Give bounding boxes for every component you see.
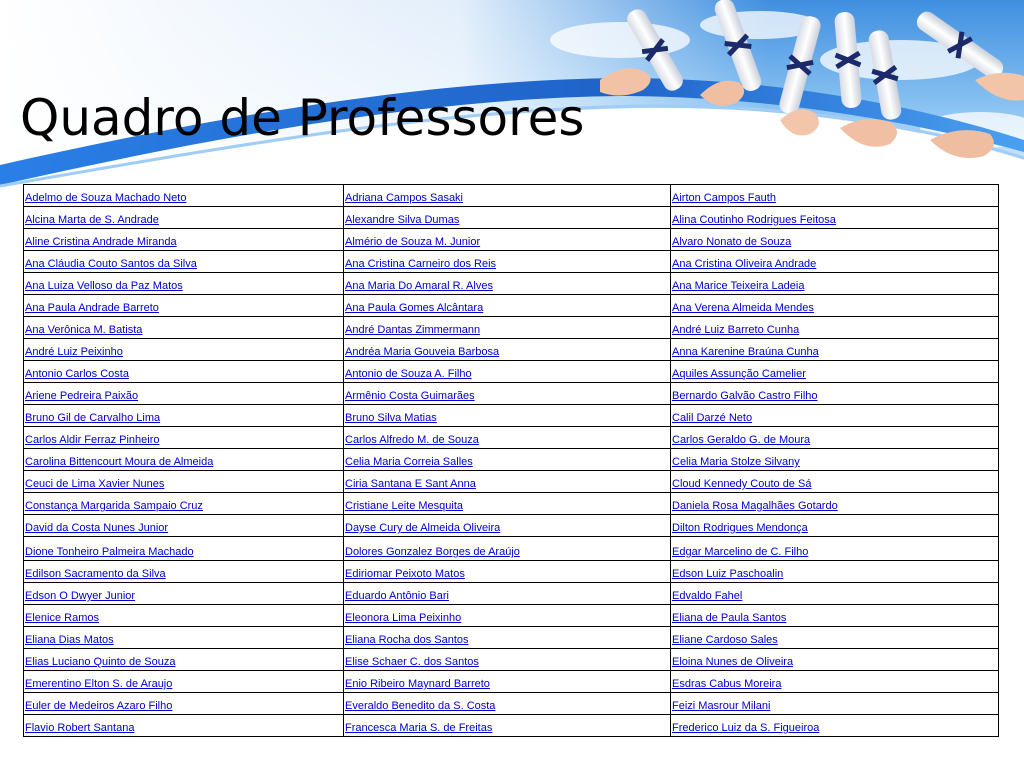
table-cell <box>344 251 671 273</box>
teacher-link[interactable]: Ariene Pedreira Paixão <box>25 390 139 402</box>
table-cell <box>671 317 999 339</box>
teacher-link[interactable]: André Dantas Zimmermann <box>345 324 481 336</box>
table-row <box>24 229 999 251</box>
table-cell <box>24 449 344 471</box>
table-cell <box>24 273 344 295</box>
teacher-link[interactable]: Bruno Silva Matias <box>345 412 437 424</box>
teacher-link[interactable]: Dolores Gonzalez Borges de Araújo <box>345 546 520 558</box>
teacher-link[interactable]: Antonio de Souza A. Filho <box>345 368 472 380</box>
teacher-link[interactable]: Dione Tonheiro Palmeira Machado <box>25 546 194 558</box>
teacher-link[interactable]: Aquiles Assunção Camelier <box>672 368 806 380</box>
teacher-link[interactable]: Edgar Marcelino de C. Filho <box>672 546 809 558</box>
table-cell <box>344 185 671 207</box>
teacher-link[interactable]: Andréa Maria Gouveia Barbosa <box>345 346 500 358</box>
table-cell <box>344 693 671 715</box>
table-cell <box>344 715 671 737</box>
teacher-link[interactable]: Ana Marice Teixeira Ladeia <box>672 280 805 292</box>
teacher-link[interactable]: André Luiz Barreto Cunha <box>672 324 800 336</box>
teacher-link[interactable]: Ana Cláudia Couto Santos da Silva <box>25 258 197 270</box>
table-row <box>24 561 999 583</box>
table-cell <box>671 339 999 361</box>
teacher-link[interactable]: Cloud Kennedy Couto de Sá <box>672 478 812 490</box>
table-cell <box>671 361 999 383</box>
table-cell <box>24 317 344 339</box>
table-row <box>24 671 999 693</box>
teacher-link[interactable]: Ana Paula Andrade Barreto <box>25 302 159 314</box>
table-cell <box>671 449 999 471</box>
teacher-link[interactable]: Anna Karenine Braúna Cunha <box>672 346 819 358</box>
teacher-link[interactable]: Antonio Carlos Costa <box>25 368 129 380</box>
table-row <box>24 207 999 229</box>
table-row <box>24 605 999 627</box>
table-row <box>24 317 999 339</box>
teacher-link[interactable]: André Luiz Peixinho <box>25 346 123 358</box>
teacher-link[interactable]: Enio Ribeiro Maynard Barreto <box>345 678 490 690</box>
table-cell <box>671 583 999 605</box>
table-cell <box>671 185 999 207</box>
table-cell <box>24 537 344 561</box>
table-row <box>24 251 999 273</box>
table-cell <box>671 493 999 515</box>
teacher-link[interactable]: Eliana Dias Matos <box>25 634 114 646</box>
table-cell <box>671 229 999 251</box>
table-cell <box>671 649 999 671</box>
teachers-table-body <box>24 185 999 737</box>
table-cell <box>344 361 671 383</box>
table-cell <box>671 605 999 627</box>
table-row <box>24 583 999 605</box>
table-cell <box>344 561 671 583</box>
teacher-link[interactable]: Constança Margarida Sampaio Cruz <box>25 500 203 512</box>
teacher-link[interactable]: Edilson Sacramento da Silva <box>25 568 166 580</box>
table-cell <box>671 715 999 737</box>
table-row <box>24 427 999 449</box>
teacher-link[interactable]: Almério de Souza M. Junior <box>345 236 481 248</box>
table-cell <box>344 405 671 427</box>
table-row <box>24 493 999 515</box>
table-cell <box>344 471 671 493</box>
table-cell <box>671 471 999 493</box>
table-cell <box>671 427 999 449</box>
table-row <box>24 405 999 427</box>
teacher-link[interactable]: Alexandre Silva Dumas <box>345 214 460 226</box>
table-cell <box>24 693 344 715</box>
table-row <box>24 383 999 405</box>
teacher-link[interactable]: Elise Schaer C. dos Santos <box>345 656 479 668</box>
table-row <box>24 449 999 471</box>
teacher-link[interactable]: Edson O Dwyer Junior <box>25 590 136 602</box>
table-cell <box>344 229 671 251</box>
teacher-link[interactable]: Alvaro Nonato de Souza <box>672 236 792 248</box>
teacher-link[interactable]: Ana Verena Almeida Mendes <box>672 302 814 314</box>
table-cell <box>344 273 671 295</box>
teacher-link[interactable]: Elias Luciano Quinto de Souza <box>25 656 176 668</box>
teacher-link[interactable]: Daniela Rosa Magalhães Gotardo <box>672 500 838 512</box>
table-cell <box>671 251 999 273</box>
table-cell <box>344 583 671 605</box>
teacher-link[interactable]: Alina Coutinho Rodrigues Feitosa <box>672 214 836 226</box>
teacher-link[interactable]: Adelmo de Souza Machado Neto <box>25 192 187 204</box>
teacher-link[interactable]: Ana Luiza Velloso da Paz Matos <box>25 280 183 292</box>
table-cell <box>671 561 999 583</box>
table-cell <box>671 515 999 537</box>
table-cell <box>344 383 671 405</box>
table-cell <box>24 515 344 537</box>
teacher-link[interactable]: Francesca Maria S. de Freitas <box>345 722 493 734</box>
table-cell <box>24 251 344 273</box>
teacher-link[interactable]: Dilton Rodrigues Mendonça <box>672 522 808 534</box>
table-cell <box>24 493 344 515</box>
teacher-link[interactable]: Eleonora Lima Peixinho <box>345 612 462 624</box>
table-cell <box>671 693 999 715</box>
table-cell <box>344 537 671 561</box>
teacher-link[interactable]: Celia Maria Stolze Silvany <box>672 456 800 468</box>
teacher-link[interactable]: Feizi Masrour Milani <box>672 700 771 712</box>
teacher-link[interactable]: Eduardo Antônio Bari <box>345 590 449 602</box>
teacher-link[interactable]: Eliane Cardoso Sales <box>672 634 778 646</box>
table-cell <box>344 207 671 229</box>
teacher-link[interactable]: Bruno Gil de Carvalho Lima <box>25 412 161 424</box>
teacher-link[interactable]: Esdras Cabus Moreira <box>672 678 782 690</box>
table-cell <box>24 339 344 361</box>
teacher-link[interactable]: Ceuci de Lima Xavier Nunes <box>25 478 165 490</box>
table-cell <box>671 273 999 295</box>
teacher-link[interactable]: Emerentino Elton S. de Araujo <box>25 678 173 690</box>
teacher-link[interactable]: Carlos Geraldo G. de Moura <box>672 434 811 446</box>
teacher-link[interactable]: Everaldo Benedito da S. Costa <box>345 700 496 712</box>
table-cell <box>24 471 344 493</box>
table-cell <box>24 427 344 449</box>
teacher-link[interactable]: Eliana de Paula Santos <box>672 612 787 624</box>
table-cell <box>24 671 344 693</box>
table-cell <box>344 649 671 671</box>
teacher-link[interactable]: Cristiane Leite Mesquita <box>345 500 464 512</box>
table-row <box>24 715 999 737</box>
table-cell <box>24 561 344 583</box>
teacher-link[interactable]: Euler de Medeiros Azaro Filho <box>25 700 173 712</box>
teacher-link[interactable]: Flavio Robert Santana <box>25 722 135 734</box>
table-cell <box>344 515 671 537</box>
teacher-link[interactable]: Alcina Marta de S. Andrade <box>25 214 159 226</box>
table-cell <box>24 583 344 605</box>
table-row <box>24 295 999 317</box>
teacher-link[interactable]: Ciria Santana E Sant Anna <box>345 478 476 490</box>
table-cell <box>24 361 344 383</box>
teacher-link[interactable]: Ana Verônica M. Batista <box>25 324 143 336</box>
teacher-link[interactable]: David da Costa Nunes Junior <box>25 522 169 534</box>
teacher-link[interactable]: Edvaldo Fahel <box>672 590 743 602</box>
table-cell <box>344 339 671 361</box>
table-cell <box>671 537 999 561</box>
table-cell <box>671 383 999 405</box>
teacher-link[interactable]: Calil Darzé Neto <box>672 412 753 424</box>
table-cell <box>671 295 999 317</box>
teacher-link[interactable]: Carlos Aldir Ferraz Pinheiro <box>25 434 160 446</box>
table-cell <box>344 449 671 471</box>
table-cell <box>24 185 344 207</box>
teacher-link[interactable]: Carolina Bittencourt Moura de Almeida <box>25 456 214 468</box>
teacher-link[interactable]: Airton Campos Fauth <box>672 192 776 204</box>
table-row <box>24 361 999 383</box>
table-cell <box>24 383 344 405</box>
table-cell <box>24 405 344 427</box>
page-title: Quadro de Professores <box>20 89 585 147</box>
table-row <box>24 693 999 715</box>
teacher-link[interactable]: Elenice Ramos <box>25 612 99 624</box>
table-cell <box>671 671 999 693</box>
table-row <box>24 185 999 207</box>
table-cell <box>24 229 344 251</box>
table-cell <box>671 405 999 427</box>
table-row <box>24 471 999 493</box>
table-row <box>24 627 999 649</box>
teacher-link[interactable]: Ana Cristina Carneiro dos Reis <box>345 258 497 270</box>
teacher-link[interactable]: Eliana Rocha dos Santos <box>345 634 469 646</box>
table-row <box>24 649 999 671</box>
teacher-link[interactable]: Eloina Nunes de Oliveira <box>672 656 794 668</box>
table-cell <box>344 671 671 693</box>
teachers-table-container <box>23 184 998 737</box>
table-cell <box>344 295 671 317</box>
teacher-link[interactable]: Ana Paula Gomes Alcântara <box>345 302 484 314</box>
table-cell <box>24 627 344 649</box>
table-cell <box>344 317 671 339</box>
teacher-link[interactable]: Armênio Costa Guimarães <box>345 390 475 402</box>
table-row <box>24 273 999 295</box>
table-cell <box>24 295 344 317</box>
teacher-link[interactable]: Frederico Luiz da S. Figueiroa <box>672 722 820 734</box>
table-row <box>24 515 999 537</box>
teacher-link[interactable]: Celia Maria Correia Salles <box>345 456 473 468</box>
table-row <box>24 537 999 561</box>
table-cell <box>24 715 344 737</box>
teacher-link[interactable]: Dayse Cury de Almeida Oliveira <box>345 522 501 534</box>
table-cell <box>344 493 671 515</box>
teacher-link[interactable]: Bernardo Galvão Castro Filho <box>672 390 818 402</box>
table-cell <box>671 207 999 229</box>
teacher-link[interactable]: Ediriomar Peixoto Matos <box>345 568 465 580</box>
table-cell <box>24 649 344 671</box>
table-cell <box>344 627 671 649</box>
table-cell <box>24 605 344 627</box>
table-cell <box>344 427 671 449</box>
teacher-link[interactable]: Edson Luiz Paschoalin <box>672 568 784 580</box>
teacher-link[interactable]: Carlos Alfredo M. de Souza <box>345 434 479 446</box>
teachers-table <box>23 184 999 737</box>
table-row <box>24 339 999 361</box>
table-cell <box>24 207 344 229</box>
teacher-link[interactable]: Ana Cristina Oliveira Andrade <box>672 258 817 270</box>
table-cell <box>344 605 671 627</box>
table-cell <box>671 627 999 649</box>
teacher-link[interactable]: Aline Cristina Andrade Miranda <box>25 236 177 248</box>
teacher-link[interactable]: Ana Maria Do Amaral R. Alves <box>345 280 493 292</box>
teacher-link[interactable]: Adriana Campos Sasaki <box>345 192 464 204</box>
